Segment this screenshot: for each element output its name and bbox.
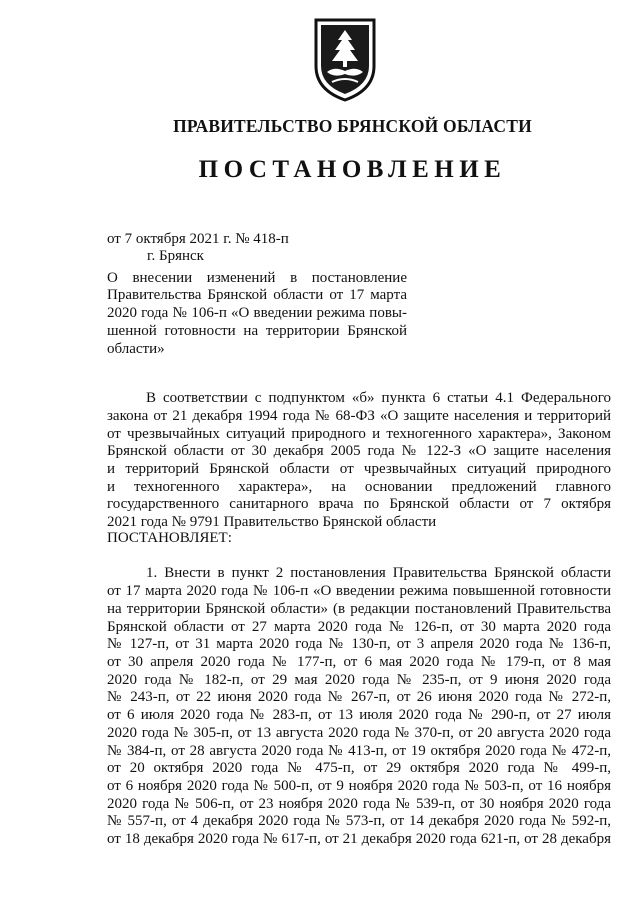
item-1-line: № 243-п, от 22 июня 2020 года № 267-п, от 26 июня 2020 года № 272-п, (107, 689, 611, 705)
coat-of-arms-icon (312, 16, 378, 102)
item-1-line: от 18 декабря 2020 года № 617-п, от 21 декабря 2020 года 621-п, от 28 декабря (107, 831, 611, 847)
preamble-line: 2021 года № 9791 Правительство Брянской области (107, 514, 437, 530)
preamble-line: и территорий Брянской области от чрезвычайных ситуаций природного (107, 461, 611, 477)
item-1-line: от 20 октября 2020 года № 475-п, от 29 октября 2020 года № 499-п, (107, 760, 611, 776)
preamble-line: и техногенного характера», на основании предложений главного (107, 479, 611, 495)
resolves-heading: ПОСТАНОВЛЯЕТ: (107, 530, 232, 546)
document-date-number: от 7 октября 2021 г. № 418-п (107, 231, 289, 247)
preamble-line: закона от 21 декабря 1994 года № 68-ФЗ «О защите населения и территорий (107, 408, 611, 424)
item-1-line: 2020 года № 506-п, от 23 ноября 2020 года № 539-п, от 30 ноября 2020 года (107, 796, 611, 812)
preamble-line: государственного санитарного врача по Брянской области от 7 октября (107, 496, 611, 512)
subject-line: Правительства Брянской области от 17 марта (107, 287, 407, 303)
item-1-line: 2020 года № 182-п, от 29 мая 2020 года № 235-п, от 9 июня 2020 года (107, 672, 611, 688)
subject-line: О внесении изменений в постановление (107, 270, 407, 286)
item-1-line: Брянской области от 27 марта 2020 года № 126-п, от 30 марта 2020 года (107, 619, 611, 635)
item-1-line: на территории Брянской области» (в редакции постановлений Правительства (107, 601, 611, 617)
preamble-line: В соответствии с подпунктом «б» пункта 6 статьи 4.1 Федерального (146, 390, 611, 406)
item-1-line: № 127-п, от 31 марта 2020 года № 130-п, от 3 апреля 2020 года № 136-п, (107, 636, 611, 652)
item-1-line: от 6 ноября 2020 года № 500-п, от 9 ноября 2020 года № 503-п, от 16 ноября (107, 778, 611, 794)
item-1-line: от 17 марта 2020 года № 106-п «О введении режима повышенной готовности (107, 583, 611, 599)
item-1-line: от 6 июля 2020 года № 283-п, от 13 июля 2020 года № 290-п, от 27 июля (107, 707, 611, 723)
subject-line: 2020 года № 106-п «О введении режима повы- (107, 305, 407, 321)
item-1-line: № 557-п, от 4 декабря 2020 года № 573-п, от 14 декабря 2020 года № 592-п, (107, 813, 611, 829)
preamble-line: Брянской области от 30 декабря 2005 года № 122-З «О защите населения (107, 443, 611, 459)
document-city: г. Брянск (147, 248, 204, 264)
item-1-line: 1. Внести в пункт 2 постановления Правительства Брянской области (146, 565, 611, 581)
item-1-line: № 384-п, от 28 августа 2020 года № 413-п, от 19 октября 2020 года № 472-п, (107, 743, 611, 759)
subject-line: шенной готовности на территории Брянской (107, 323, 407, 339)
document-type-title: ПОСТАНОВЛЕНИЕ (198, 156, 507, 183)
item-1-line: от 30 апреля 2020 года № 177-п, от 6 мая 2020 года № 179-п, от 8 мая (107, 654, 611, 670)
item-1-line: 2020 года № 305-п, от 13 августа 2020 года № 370-п, от 20 августа 2020 года (107, 725, 611, 741)
organization-title: ПРАВИТЕЛЬСТВО БРЯНСКОЙ ОБЛАСТИ (173, 116, 532, 136)
preamble-line: от чрезвычайных ситуаций природного и техногенного характера», Законом (107, 426, 611, 442)
subject-line: области» (107, 341, 165, 357)
